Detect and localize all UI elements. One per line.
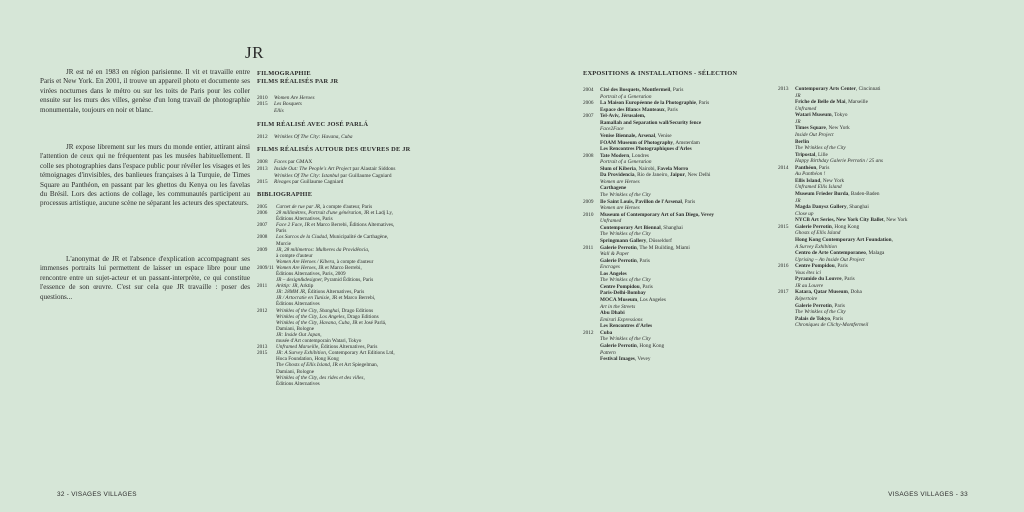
entry-title: Face 2 Face,	[276, 222, 304, 229]
venue-name: Festival Images	[600, 356, 635, 363]
entry-title: Arktip: JR,	[276, 283, 299, 290]
entry-title: JR: A Survey Exhibition,	[276, 350, 328, 357]
entry-title: JR: 28MM JR,	[276, 289, 307, 296]
bibliography-list	[257, 204, 410, 387]
entry-year: 2015	[257, 101, 268, 108]
entry-detail: Éditions Alternatives	[276, 380, 320, 387]
entry-detail: Damiani, Bologne	[276, 368, 315, 375]
venue-location: , Paris	[664, 106, 678, 113]
exhibition-title: Emirati Expressions	[600, 316, 643, 323]
entry-title: JR, 28 milímetros: Mulheres da Providência,	[276, 246, 370, 253]
entry-detail: par Alastair Siddons	[351, 165, 396, 172]
film-entry	[257, 108, 410, 115]
films-with-parla-heading: FILM RÉALISÉ AVEC JOSÉ PARLÁ	[257, 120, 369, 128]
entry-title: Wrinkles of the City, Shanghai,	[276, 307, 341, 314]
venue-name: Galerie Perrotin	[795, 302, 832, 309]
venue-location: , The M Building, Miami	[636, 244, 690, 251]
venue-location: , Shanghai	[660, 224, 683, 231]
entry-detail: Paris	[276, 228, 287, 235]
exhibition-title: JR	[795, 197, 801, 204]
venue-name: Hong Kong Contemporary Art Foundation	[795, 236, 892, 243]
films-about-list	[257, 159, 410, 186]
entry-detail: à compte d'auteur, Paris	[321, 203, 373, 210]
entry-year: 2013	[257, 165, 268, 172]
exhibitions-heading: EXPOSITIONS & INSTALLATIONS - SÉLECTION	[583, 70, 738, 77]
exhibition-title: Close up	[795, 210, 814, 217]
venue-name: Les Rencontres d'Arles	[600, 323, 653, 330]
venue-location: , Paris	[670, 87, 684, 93]
entry-detail: Éditions Alternatives, Paris, 2009	[276, 271, 346, 278]
bibliography-heading: BIBLIOGRAPHIE	[257, 191, 313, 199]
entry-detail: JR et Marco Berrebi,	[330, 295, 376, 302]
entry-detail: JR et Marco Berrebi, Éditions Alternatives,	[303, 222, 395, 229]
exhibition-title: The Wrinkles of the City	[600, 277, 651, 284]
entry-year: 2012	[257, 307, 268, 314]
entry-detail: Contemporary Art Editions Ltd,	[327, 350, 395, 357]
page-title: JR	[245, 43, 264, 62]
entry-year: 2006	[257, 210, 268, 217]
entry-title: Faces	[274, 159, 287, 166]
venue-name: Berlin	[795, 138, 809, 145]
exhibition-title: The Wrinkles of the City	[795, 309, 846, 316]
entry-title: Ellis	[274, 108, 284, 115]
venue-name: Centro de Arte Contemporaneo	[795, 250, 866, 257]
venue-location: , Shanghai	[846, 204, 869, 211]
entry-detail: Éditions Alternatives	[276, 301, 320, 308]
exhibition-title: Wall & Paper	[600, 251, 629, 258]
entry-year: 2013	[778, 86, 789, 92]
venue-location: , Paris	[834, 263, 848, 270]
venue-location: , Paris	[830, 315, 844, 322]
exhibition-title: Unframed Ellis Island	[795, 184, 842, 191]
entry-year: 2008	[257, 159, 268, 166]
films-by-jr-heading: FILMS RÉALISÉS PAR JR	[257, 77, 339, 85]
footer-left: 32 - VISAGES VILLAGES	[57, 491, 137, 498]
venue-name: Magda Danysz Gallery	[795, 204, 847, 211]
venue-location: , Paris	[696, 100, 710, 107]
venue-location: , New York	[825, 125, 850, 132]
entry-year: 2013	[257, 344, 268, 351]
exhibition-title: Inside Out Project	[795, 131, 834, 138]
entry-year: 2008	[257, 234, 268, 241]
entry-detail: JR et Art Spiegelman,	[331, 362, 379, 369]
exhibition-title: Art in the Streets	[600, 303, 636, 310]
exhibition-title: Uprising – An Inside Out Project	[795, 256, 865, 263]
venue-location: , Vevey	[634, 356, 651, 363]
entry-detail: Drago Editions	[340, 307, 374, 314]
entry-year: 2007	[257, 222, 268, 229]
exhibition-title: Vous êtes ici	[795, 269, 821, 276]
venue-location: , Lille	[815, 151, 828, 158]
venue-name: Ramallah and Separation wall/Security fence	[600, 119, 702, 126]
entry-title: JR: Inside Out Japan,	[276, 331, 322, 338]
venue-name: Tel-Aviv, Jérusalem,	[600, 113, 646, 120]
exhibition-title: The Wrinkles of the City	[600, 192, 651, 198]
entry-detail: Pyramid Éditions, Paris	[322, 277, 374, 284]
filmography-heading: FILMOGRAPHIE	[257, 70, 311, 77]
bio-paragraph-3: L'anonymat de JR et l'absence d'explication accompagnant ses immenses portraits lui permettent de laisser un espace libre pour une rencontre entre un sujet-acteur et un passant-interprète, ce qui constitue l'essence de son œuvre. C'est sur cela que JR travaille : poser des questions...	[40, 255, 250, 301]
entry-title: Wrinkles of the City, Los Angeles,	[276, 313, 346, 320]
exhibition-entry	[778, 322, 908, 329]
venue-name: Pyramide du Louvre	[795, 276, 842, 283]
entry-year: 2015	[257, 179, 268, 186]
bio-paragraph-2: JR expose librement sur les murs du monde entier, attirant ainsi l'attention de ceux qui ne fréquentent pas les musées habituellement. Il colle ses photographies dans l'espace public pour révéler les visages et les témoignages d'invisibles, des banlieues françaises à la Turquie, de Times Square au Panthéon, en passant par les ghettos du Kenya ou les favelas du Brésil. Lors des actions de collage, les communautés participent au processus artistique, aucune scène ne séparant les acteurs des spectateurs.	[40, 143, 250, 208]
exhibition-title: Portrait of a Generation	[600, 159, 652, 166]
entry-title: Les Bosquets	[274, 101, 302, 108]
venue-name: Galerie Perrotin	[600, 244, 637, 251]
venue-location: , Rio de Janeiro,	[634, 172, 671, 179]
filmography-section	[257, 70, 410, 387]
films-by-jr-list	[257, 95, 410, 115]
entry-detail: Damiani, Bologne	[276, 325, 315, 332]
entry-year: 2011	[257, 283, 268, 290]
venue-name: Venise Biennale, Arsenal	[600, 132, 656, 139]
film-entry	[257, 179, 410, 186]
entry-year: 2012	[583, 329, 594, 336]
exhibition-title: Pattern	[600, 349, 616, 356]
exhibition-entry	[583, 356, 714, 363]
venue-location: , Hong Kong	[636, 342, 665, 349]
footer-right: VISAGES VILLAGES - 33	[888, 491, 968, 498]
exhibition-title: Encrages	[600, 264, 620, 271]
venue-name: Cuba	[600, 329, 613, 336]
entry-title: Unframed Marseille,	[276, 344, 320, 351]
entry-year: 2015	[257, 350, 268, 357]
exhibition-title: Women are Heroes	[600, 178, 640, 185]
entry-year: 2004	[583, 87, 594, 93]
film-entry	[257, 134, 410, 141]
venue-location: , New York	[820, 177, 845, 184]
venue-name: Springmann Gallery	[600, 237, 647, 244]
entry-detail: Hoca Foundation, Hong Kong	[276, 356, 339, 363]
film-entry	[257, 166, 410, 173]
entry-detail: par GMAX	[286, 159, 313, 166]
entry-year: 2016	[778, 263, 789, 270]
exhibition-title: Happy Birthday Galerie Perrotin / 25 ans	[795, 158, 883, 165]
exhibition-title: The Wrinkles of the City	[600, 336, 651, 343]
exhibition-title: The Wrinkles of the City	[600, 231, 651, 238]
venue-location: , Paris	[841, 276, 855, 283]
venue-name: FOAM Museum of Photography	[600, 139, 674, 146]
entry-detail: musée d'Art contemporain Watari, Tokyo	[276, 338, 362, 345]
entry-title: JR / Artocratie en Tunisie,	[276, 295, 331, 302]
film-entry	[257, 159, 410, 166]
venue-location: , Baden-Baden	[848, 191, 880, 197]
venue-name: Paris-Delhi-Bombay	[600, 290, 646, 297]
venue-location: , Paris	[681, 198, 696, 205]
venue-name: Cité des Bosquets, Montfermeil	[600, 87, 671, 93]
exhibition-title: Unframed	[795, 105, 817, 112]
venue-name: Museum Frieder Burda	[795, 191, 849, 197]
film-entry	[257, 173, 410, 180]
entry-detail: par Guillaume Cagniard	[290, 179, 344, 186]
exhibition-title: Women are Heroes	[600, 205, 640, 212]
venue-name: Contemporary Art Biennal	[600, 224, 661, 231]
venue-name: Da Providencia	[600, 172, 635, 179]
entry-title: Inside Out: The People's Art Project	[274, 165, 352, 172]
entry-title: Wrinkles of the City, des rides et des villes,	[276, 374, 365, 381]
venue-name: Tripostal	[795, 151, 816, 158]
venue-name: Jaipur	[670, 172, 685, 179]
venue-name: Friche de Belle de Mai	[795, 99, 846, 106]
venue-location: , Paris	[639, 283, 653, 290]
entry-title: Wrinkles Of The City: Havana, Cuba	[274, 133, 353, 140]
entry-detail: Éditions Alternatives, Paris	[276, 216, 333, 223]
venue-name: La Maison Européenne de la Photographie	[600, 100, 697, 107]
venue-name: Palais de Tokyo	[795, 315, 831, 322]
venue-name: Les Rencontres Photographiques d'Arles	[600, 146, 692, 153]
film-entry	[257, 101, 410, 108]
entry-year: 2007	[583, 113, 594, 120]
venue-location: , Tokyo	[831, 112, 848, 119]
entry-year: 2008	[583, 152, 594, 159]
venue-name: Los Angeles	[600, 270, 627, 277]
entry-detail: Éditions Alternatives, Paris	[319, 344, 378, 351]
entry-title: Rivages	[274, 179, 291, 186]
venue-name: Ile Saint Louis, Pavillon de l'Arsenal	[600, 198, 682, 205]
venue-location: , Paris	[636, 257, 650, 264]
venue-name: Times Square	[795, 125, 826, 132]
venue-name: Galerie Perrotin	[600, 257, 637, 264]
venue-location: , Londres	[629, 152, 649, 159]
venue-name: Favela Morro	[657, 165, 689, 172]
entry-detail: Éditions Alternatives, Paris	[306, 289, 365, 296]
entry-year: 2006	[583, 100, 594, 107]
entry-detail: JR et José Parlá,	[350, 319, 387, 326]
venue-name: NYCB Art Series, New York City Ballet	[795, 217, 884, 224]
venue-name: Galerie Perrotin	[795, 223, 832, 230]
exhibition-title: Au Panthéon !	[795, 171, 826, 178]
venue-location: , Amsterdam	[673, 139, 700, 146]
entry-title: Women Are Heroes	[274, 94, 315, 101]
entry-year: 2012	[257, 133, 268, 140]
venue-location: , Malaga	[865, 250, 885, 257]
entry-year: 2014	[778, 164, 789, 171]
venue-location: , Marseille	[845, 99, 868, 106]
entry-detail: Arktip	[298, 283, 314, 290]
film-entry	[257, 95, 410, 102]
venue-name: Carthagene	[600, 185, 627, 192]
entry-year: 2009	[257, 246, 268, 253]
venue-location: , Düsseldorf	[646, 237, 672, 244]
venue-name: Katara, Qatar Museum	[795, 289, 848, 296]
venue-location: , New York	[883, 217, 908, 224]
venue-name: Watari Museum	[795, 112, 832, 119]
entry-year: 2005	[257, 203, 268, 210]
venue-location: , Paris	[816, 164, 830, 171]
entry-year: 2009	[583, 198, 594, 205]
entry-detail: Municipalité de Carthagène,	[328, 234, 389, 241]
venue-location: , Venise	[655, 132, 672, 139]
entry-title: Women Are Heroes,	[276, 264, 317, 271]
entry-title: Wrinkles of the City, Havana, Cuba,	[276, 319, 351, 326]
entry-year: 2011	[583, 244, 594, 251]
venue-name: Centre Pompidou	[795, 263, 835, 270]
venue-name: Panthéon	[795, 164, 817, 171]
venue-location: , Paris	[831, 302, 845, 309]
venue-name: Slum of Kiberia	[600, 165, 636, 172]
bibliography-entry	[257, 381, 410, 387]
entry-year: 2010	[257, 94, 268, 101]
entry-title: Wrinkles Of The City: Istanbul	[274, 172, 340, 179]
exhibition-title: The Wrinkles of the City	[795, 145, 846, 152]
entry-detail: par Guillaume Cagniard	[339, 172, 392, 179]
entry-year: 2015	[778, 223, 789, 230]
venue-name: Centre Pompidou	[600, 283, 640, 290]
exhibition-title: JR	[795, 118, 801, 125]
entry-year: 2010	[583, 211, 594, 218]
exhibition-title: Unframed	[600, 218, 622, 225]
entry-title: The Ghosts of Ellis Island,	[276, 362, 332, 369]
entry-title: JR – design&designer,	[276, 277, 323, 284]
entry-year: 2009/11	[257, 264, 274, 271]
venue-location: , Nairobi,	[635, 165, 658, 172]
exhibitions-column-2	[778, 86, 908, 329]
entry-title: 28 millimètres, Portrait d'une génération,	[276, 210, 363, 217]
entry-title: Los Surcos de la Ciudad,	[276, 234, 329, 241]
entry-detail: à compte d'auteur	[276, 252, 313, 259]
venue-name: Ellis Island	[795, 177, 821, 184]
entry-detail: Murcie	[276, 240, 291, 247]
venue-location: , Los Angeles	[637, 297, 666, 303]
entry-detail: JR et Marco Berrebi,	[316, 264, 362, 271]
venue-name: Museum of Contemporary Art of San Diego, Vevey	[600, 211, 715, 218]
venue-location: , Cincinnati	[855, 86, 881, 92]
exhibition-title: JR au Louvre	[795, 282, 824, 289]
entry-detail: à compte d'auteur	[335, 258, 374, 265]
films-about-heading: FILMS RÉALISÉS AUTOUR DES ŒUVRES DE JR	[257, 146, 411, 154]
venue-name: Contemporary Arts Center	[795, 86, 856, 92]
venue-name: Espace des Blancs Manteaux	[600, 106, 665, 113]
bio-paragraph-1: JR est né en 1983 en région parisienne. Il vit et travaille entre Paris et New York. En 2001, il trouve un appareil photo et documente ses virées nocturnes dans le métro ou sur les toits de Paris pour les coller ensuite sur les murs des villes, genèse d'un long travail de photographie monumentale, toujours en noir et blanc.	[40, 68, 250, 114]
venue-location: , New Delhi	[684, 172, 711, 179]
entry-title: Women Are Heroes / Kibera,	[276, 258, 336, 265]
venue-name: Tate Modern	[600, 152, 630, 159]
venue-name: MOCA Museum	[600, 297, 638, 303]
exhibitions-column-1	[583, 87, 714, 363]
exhibition-title: A Survey Exhibition	[795, 243, 837, 250]
exhibition-title: Face2Face	[600, 126, 624, 133]
films-with-parla-list	[257, 134, 410, 141]
venue-location: , Doha	[847, 289, 862, 296]
exhibition-title: Chroniques de Clichy-Montfermeil	[795, 322, 869, 329]
venue-name: Abu Dhabi	[600, 310, 625, 317]
entry-detail: JR et Ladj Ly,	[362, 210, 393, 217]
exhibition-title: Portrait of a Generation	[600, 93, 652, 100]
venue-name: Galerie Perrotin	[600, 342, 637, 349]
exhibition-title: Ghosts of Ellis Island	[795, 230, 841, 237]
venue-location: ,	[891, 236, 893, 243]
entry-title: Carnet de rue par JR,	[276, 203, 322, 210]
venue-location: , Hong Kong	[831, 223, 860, 230]
exhibition-title: JR	[795, 92, 801, 99]
entry-year: 2017	[778, 289, 789, 296]
exhibition-title: Répertoire	[795, 296, 818, 302]
entry-detail: Drago Editions	[345, 313, 379, 320]
